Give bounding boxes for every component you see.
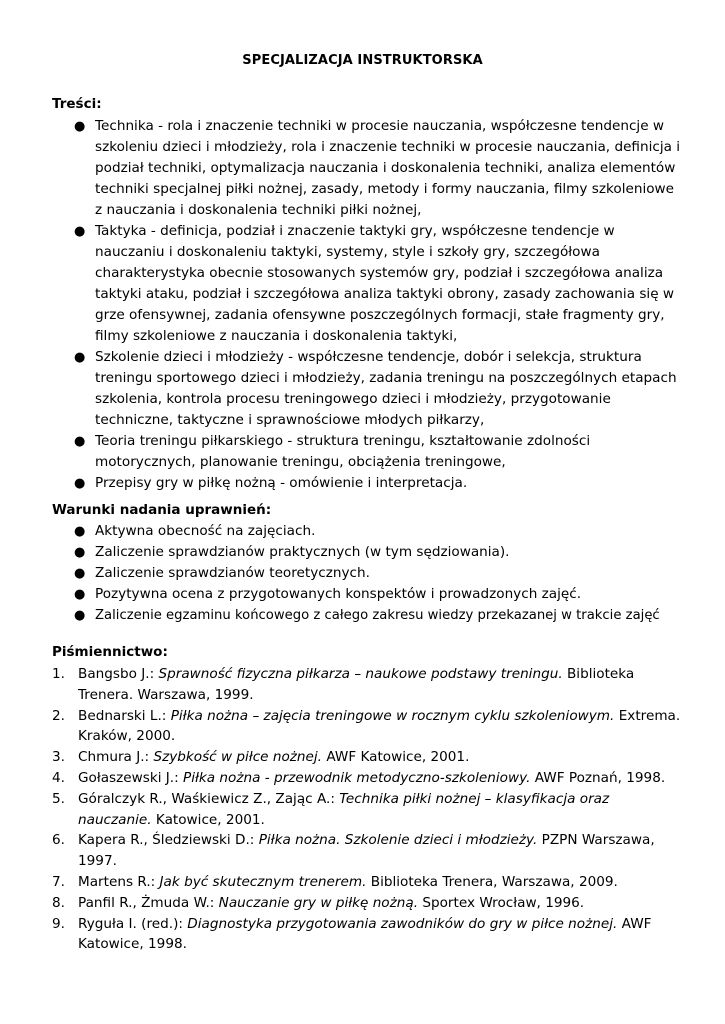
reference-author: Ryguła I. (red.): bbox=[78, 915, 188, 932]
bullet-icon: ● bbox=[74, 350, 86, 365]
reference-author: Chmura J.: bbox=[78, 749, 154, 766]
list-item-text: Technika - rola i znaczenie techniki w procesie nauczania, współczesne tendencje w szkoleniu dzieci i młodzieży, rola i znaczenie techniki w procesie nauczania, definicja i podział techniki, optymalizacja nauczania i doskonalenia techniki, analiza elementów techniki specjalnej piłki nożnej, zasady, metody i formy nauczania, filmy szkoleniowe z nauczania i doskonalenia techniki piłki nożnej, bbox=[95, 118, 681, 218]
tresci-heading: Treści: bbox=[52, 96, 102, 112]
reference-title: Sprawność fizyczna piłkarza – naukowe podstawy treningu. bbox=[158, 666, 563, 682]
list-item bbox=[52, 542, 682, 563]
reference-publisher: PZPN Warszawa, 1997. bbox=[78, 832, 655, 870]
reference-author: Bangsbo J.: bbox=[78, 666, 159, 682]
list-item bbox=[52, 563, 682, 584]
tresci-list bbox=[52, 116, 682, 494]
list-item-text: Szkolenie dzieci i młodzieży - współczesne tendencje, dobór i selekcja, struktura treningu sportowego dzieci i młodzieży, zadania treningu na poszczególnych etapach szkolenia, kontrola procesu treningowego dzieci i młodzieży, przygotowanie techniczne, taktyczne i sprawnościowe młodych piłkarzy, bbox=[95, 349, 677, 428]
reference-item bbox=[52, 768, 682, 789]
reference-title: Technika piłki nożnej – klasyfikacja oraz nauczanie. bbox=[78, 790, 610, 828]
reference-number: 8. bbox=[52, 894, 65, 911]
pismiennictwo-list bbox=[52, 664, 682, 955]
reference-title: Piłka nożna - przewodnik metodyczno-szkoleniowy. bbox=[183, 769, 531, 786]
reference-publisher: AWF Poznań, 1998. bbox=[530, 769, 666, 786]
warunki-list bbox=[52, 521, 682, 626]
list-item-text: Teoria treningu piłkarskiego - struktura treningu, kształtowanie zdolności motorycznych, planowanie treningu, obciążenia treningowe, bbox=[95, 433, 591, 470]
reference-number: 7. bbox=[52, 873, 65, 890]
bullet-icon: ● bbox=[74, 434, 86, 449]
reference-author: Panfil R., Żmuda W.: bbox=[78, 894, 219, 911]
reference-publisher: Sportex Wrocław, 1996. bbox=[418, 894, 585, 911]
reference-item bbox=[52, 872, 682, 893]
reference-number: 3. bbox=[52, 749, 65, 766]
reference-author: Bednarski L.: bbox=[78, 707, 171, 724]
bullet-icon: ● bbox=[74, 476, 86, 491]
list-item bbox=[52, 116, 682, 221]
list-item-text: Aktywna obecność na zajęciach. bbox=[95, 523, 316, 539]
list-item-text: Zaliczenie sprawdzianów praktycznych (w tym sędziowania). bbox=[95, 544, 510, 560]
bullet-icon: ● bbox=[74, 587, 86, 602]
reference-item bbox=[52, 893, 682, 914]
reference-number: 2. bbox=[52, 707, 65, 724]
bullet-icon: ● bbox=[74, 224, 86, 239]
reference-title: Diagnostyka przygotowania zawodników do gry w piłce nożnej. bbox=[187, 915, 618, 932]
reference-title: Jak być skutecznym trenerem. bbox=[159, 873, 367, 890]
list-item-text: Taktyka - definicja, podział i znaczenie taktyki gry, współczesne tendencje w nauczaniu i doskonaleniu taktyki, systemy, style i szkoły gry, szczegółowa charakterystyka obecnie stosowanych systemów gry, podział i szczegółowa analiza taktyki ataku, podział i szczegółowa analiza taktyki obrony, zasady zachowania się w grze ofensywnej, zadania ofensywne poszczególnych formacji, stałe fragmenty gry, filmy szkoleniowe z nauczania i doskonalenia taktyki, bbox=[95, 223, 675, 344]
reference-title: Piłka nożna. Szkolenie dzieci i młodzieży. bbox=[258, 832, 538, 849]
reference-item bbox=[52, 830, 682, 872]
reference-publisher: Biblioteka Trenera, Warszawa, 2009. bbox=[366, 873, 618, 890]
reference-number: 9. bbox=[52, 915, 65, 932]
reference-number: 5. bbox=[52, 790, 65, 807]
reference-number: 6. bbox=[52, 832, 65, 849]
reference-number: 4. bbox=[52, 769, 65, 786]
reference-number: 1. bbox=[52, 666, 65, 682]
document-title: SPECJALIZACJA INSTRUKTORSKA bbox=[242, 53, 483, 68]
reference-author: Gołaszewski J.: bbox=[78, 769, 184, 786]
list-item bbox=[52, 431, 682, 473]
pismiennictwo-heading: Piśmiennictwo: bbox=[52, 644, 168, 660]
list-item bbox=[52, 521, 682, 542]
list-item bbox=[52, 221, 682, 347]
reference-title: Nauczanie gry w piłkę nożną. bbox=[218, 894, 419, 911]
reference-author: Kapera R., Śledziewski D.: bbox=[78, 832, 259, 849]
reference-publisher: AWF Katowice, 2001. bbox=[322, 749, 470, 766]
reference-item bbox=[52, 664, 682, 706]
reference-publisher: Extrema. Kraków, 2000. bbox=[78, 707, 681, 745]
reference-title: Szybkość w piłce nożnej. bbox=[153, 749, 322, 766]
list-item-text: Zaliczenie sprawdzianów teoretycznych. bbox=[95, 565, 370, 581]
bullet-icon: ● bbox=[74, 608, 86, 623]
reference-author: Martens R.: bbox=[78, 873, 160, 890]
bullet-icon: ● bbox=[74, 524, 86, 539]
list-item bbox=[52, 347, 682, 431]
reference-publisher: Biblioteka Trenera. Warszawa, 1999. bbox=[78, 666, 635, 703]
reference-item bbox=[52, 747, 682, 768]
list-item-text: Pozytywna ocena z przygotowanych konspektów i prowadzonych zajęć. bbox=[95, 586, 582, 602]
reference-publisher: Katowice, 2001. bbox=[151, 811, 265, 828]
reference-item bbox=[52, 706, 682, 748]
list-item bbox=[52, 584, 682, 605]
bullet-icon: ● bbox=[74, 545, 86, 560]
reference-item bbox=[52, 914, 682, 956]
list-item bbox=[52, 473, 682, 494]
reference-author: Góralczyk R., Waśkiewicz Z., Zając A.: bbox=[78, 790, 340, 807]
bullet-icon: ● bbox=[74, 566, 86, 581]
list-item bbox=[52, 605, 682, 626]
reference-title: Piłka nożna – zajęcia treningowe w rocznym cyklu szkoleniowym. bbox=[170, 707, 615, 724]
warunki-heading: Warunki nadania uprawnień: bbox=[52, 502, 272, 518]
list-item-text: Zaliczenie egzaminu końcowego z całego zakresu wiedzy przekazanej w trakcie zajęć bbox=[95, 608, 660, 623]
reference-publisher: AWF Katowice, 1998. bbox=[78, 915, 652, 953]
bullet-icon: ● bbox=[74, 119, 86, 134]
list-item-text: Przepisy gry w piłkę nożną - omówienie i interpretacja. bbox=[95, 475, 468, 491]
reference-item bbox=[52, 789, 682, 831]
